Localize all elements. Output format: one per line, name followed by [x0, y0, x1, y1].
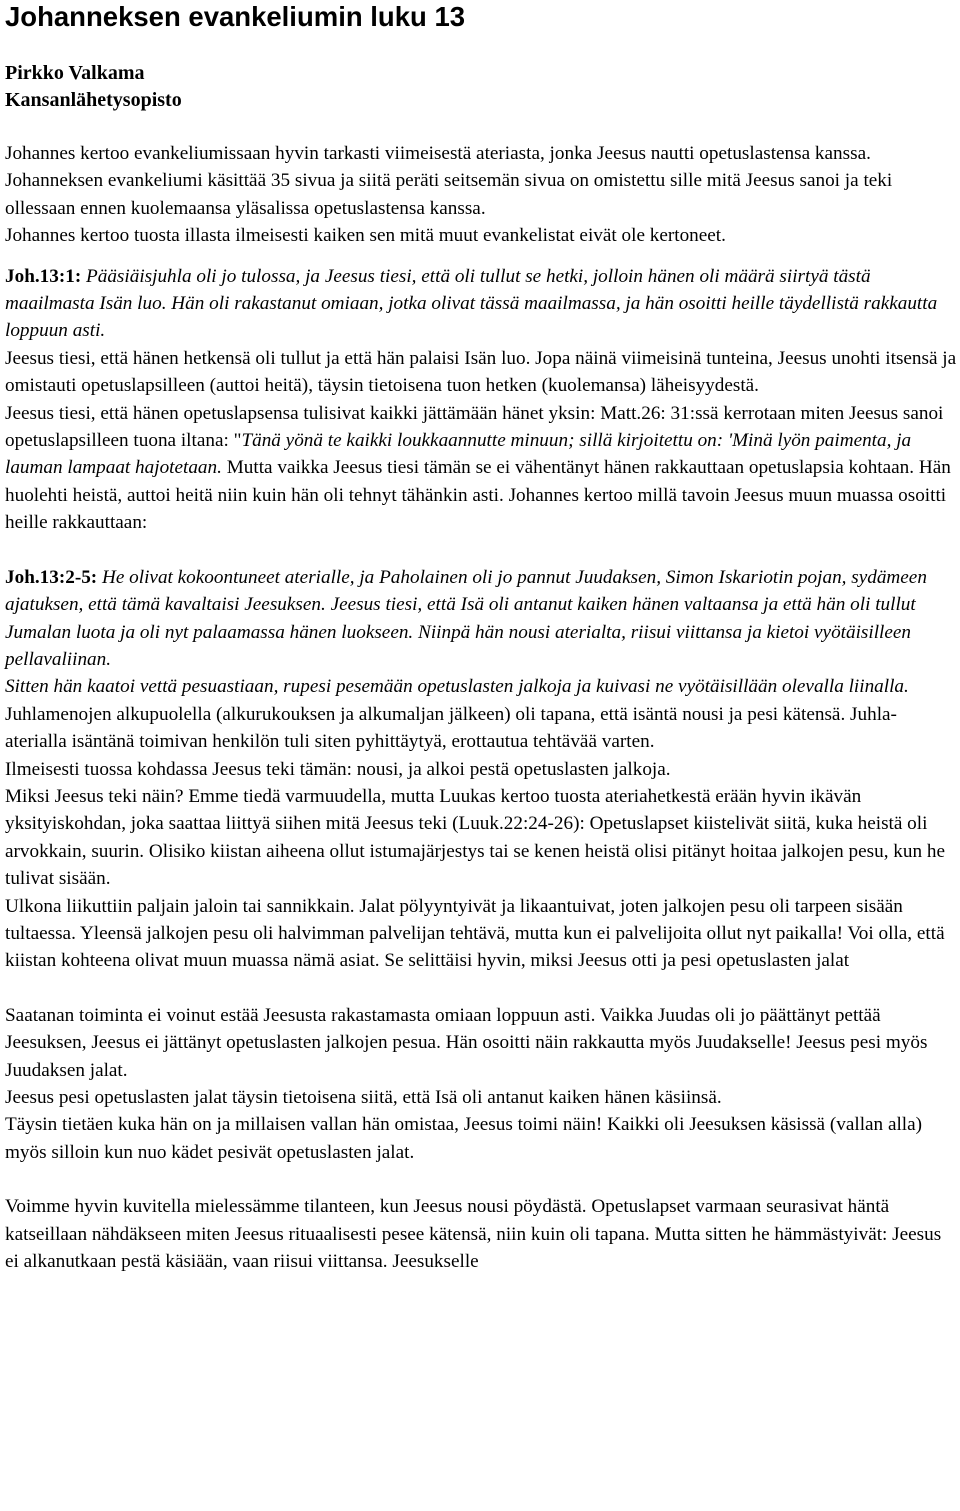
paragraph-jesus-rose: Ilmeisesti tuossa kohdassa Jeesus teki tämän: nousi, ja alkoi pestä opetuslasten jalkoja. — [5, 758, 671, 780]
page-title: Johanneksen evankeliumin luku 13 — [5, 1, 466, 32]
intro-paragraph: Johannes kertoo evankeliumissaan hyvin tarkasti viimeisestä ateriasta, jonka Jeesus nautti opetuslastensa kanssa. Johanneksen evankeliumi käsittää 35 sivua ja siitä peräti seitsemän sivua on omistettu sille mitä Jeesus sanoi ja teki ollessaan ennen kuolemaansa yläsalissa opetuslastensa kanssa. — [5, 143, 893, 219]
paragraph-father-gave-all: Jeesus pesi opetuslasten jalat täysin tietoisena siitä, että Isä oli antanut kaiken hänen käsiinsä. — [5, 1087, 722, 1108]
paragraph-text: Mutta vaikka Jeesus tiesi tämän se ei vähentänyt hänen rakkauttaan opetuslapsia kohtaan. Hän huolehti heistä, auttoi heitä niin kuin hän oli tehnyt tähänkin asti. Johannes kertoo millä tavoin Jeesus muun muassa osoitti heille rakkauttaan: — [5, 457, 951, 534]
scripture-reference: Joh.13:2-5: — [5, 566, 98, 588]
paragraph-barefoot: Ulkona liikuttiin paljain jaloin tai sannikkain. Jalat pölyyntyivät ja likaantuivat, joten jalkojen pesu oli tarpeen sisään tultaessa. Yleensä jalkojen pesu oli halvimman palvelijan tehtävä, mutta kun ei palvelijoita ollut nyt paikalla! Voi olla, että kiistan kohteena olivat muun muassa nämä asiat. Se selittäisi hyvin, miksi Jeesus otti ja pesi opetuslasten jalat — [5, 895, 945, 972]
paragraph-why-jesus: Miksi Jeesus teki näin? Emme tiedä varmuudella, mutta Luukas kertoo tuosta ateriahetkestä erään hyvin ikävän yksityiskohdan, joka saattaa liittyä siihen mitä Jeesus teki (Luuk.22:24-26): Opetuslapset kiistelivät siitä, kuka heistä oli arvokkain, suurin. Olisiko kiistan aiheena ollut istumajärjestys tai se kenen heistä olisi pitänyt hoitaa jalkojen pesu, kun he tulivat sisään. — [5, 785, 945, 890]
scripture-quote: He olivat kokoontuneet aterialle, ja Paholainen oli jo pannut Juudaksen, Simon Iskariotin pojan, sydämeen ajatuksen, että tämä kavaltaisi Jeesuksen. Jeesus tiesi, että Isä oli antanut kaiken hänen valtaansa ja että hän oli tullut Jumalan luota ja oli nyt palaamassa hänen luokseen. Niinpä hän nousi aterialta, riisui viittansa ja kietoi vyötäisilleen pellavaliinan. — [5, 566, 927, 670]
paragraph-text: Jeesus tiesi, että hänen opetuslapsensa tulisivat kaikki jättämään hänet yksin: Matt.26: 31:ssä kerrotaan miten Jeesus sanoi opetuslapsilleen tuona iltana: " — [5, 402, 944, 452]
document-page — [5, 0, 957, 1275]
scripture-paragraph-joh-13-2-5 — [5, 564, 957, 674]
scripture-reference: Joh.13:1: — [5, 265, 82, 287]
paragraph-imagine-scene: Voimme hyvin kuvitella mielessämme tilanteen, kun Jeesus nousi pöydästä. Opetuslapset varmaan seurasivat häntä katseillaan nähdäkseen miten Jeesus rituaalisesti pesee kätensä, niin kuin oli tapana. Mutta sitten he hämmästyivät: Jeesus ei alkanutkaan pestä käsiään, vaan riisui viittansa. Jeesukselle — [5, 1196, 942, 1273]
scripture-paragraph-joh-13-1 — [5, 263, 957, 345]
paragraph-other-evangelists: Johannes kertoo tuosta illasta ilmeisesti kaiken sen mitä muut evankelistat eivät ole kertoneet. — [5, 225, 726, 247]
paragraph-knowing-who: Täysin tietäen kuka hän on ja millaisen vallan hän omistaa, Jeesus toimi näin! Kaikki oli Jeesuksen käsissä (vallan alla) myös silloin kun nuo kädet pesivät opetuslasten jalat. — [5, 1114, 923, 1163]
organization-name: Kansanlähetysopisto — [5, 89, 182, 111]
scripture-quote: Tänä yönä te kaikki loukkaannutte minuun; sillä kirjoitettu on: 'Minä lyön paimenta, ja lauman lampaat hajotetaan. — [5, 430, 912, 479]
paragraph-feast-customs: Juhlamenojen alkupuolella (alkurukouksen ja alkumaljan jälkeen) oli tapana, että isäntä nousi ja pesi kätensä. Juhla-aterialla isäntänä toimivan henkilön tuli siten pyhittäytyä, erottautua tehtävää varten. — [5, 703, 897, 753]
scripture-quote-washing: Sitten hän kaatoi vettä pesuastiaan, rupesi pesemään opetuslasten jalkoja ja kuivasi ne vyötäisillään olevalla liinalla. — [5, 676, 909, 698]
paragraph-satan: Saatanan toiminta ei voinut estää Jeesusta rakastamasta omiaan loppuun asti. Vaikka Juudas oli jo päättänyt pettää Jeesuksen, Jeesus ei jättänyt opetuslasten jalkojen pesua. Hän osoitti näin rakkautta myös Juudakselle! Jeesus pesi myös Juudaksen jalat. — [5, 1004, 928, 1081]
paragraph-jesus-knew-hour: Jeesus tiesi, että hänen hetkensä oli tullut ja että hän palaisi Isän luo. Jopa näinä viimeisinä tunteina, Jeesus unohti itsensä ja omistauti opetuslapsilleen (auttoi heitä), täysin tietoisena tuon hetken (kuolemansa) läheisyydestä. — [5, 347, 957, 397]
scripture-quote: Pääsiäisjuhla oli jo tulossa, ja Jeesus tiesi, että oli tullut se hetki, jolloin hänen oli määrä siirtyä tästä maailmasta Isän luo. Hän oli rakastanut omiaan, jotka olivat tässä maailmassa, ja hän osoitti heille täydellistä rakkautta loppuun asti. — [5, 265, 938, 342]
paragraph-matt-26 — [5, 400, 957, 537]
author-name: Pirkko Valkama — [5, 62, 145, 84]
